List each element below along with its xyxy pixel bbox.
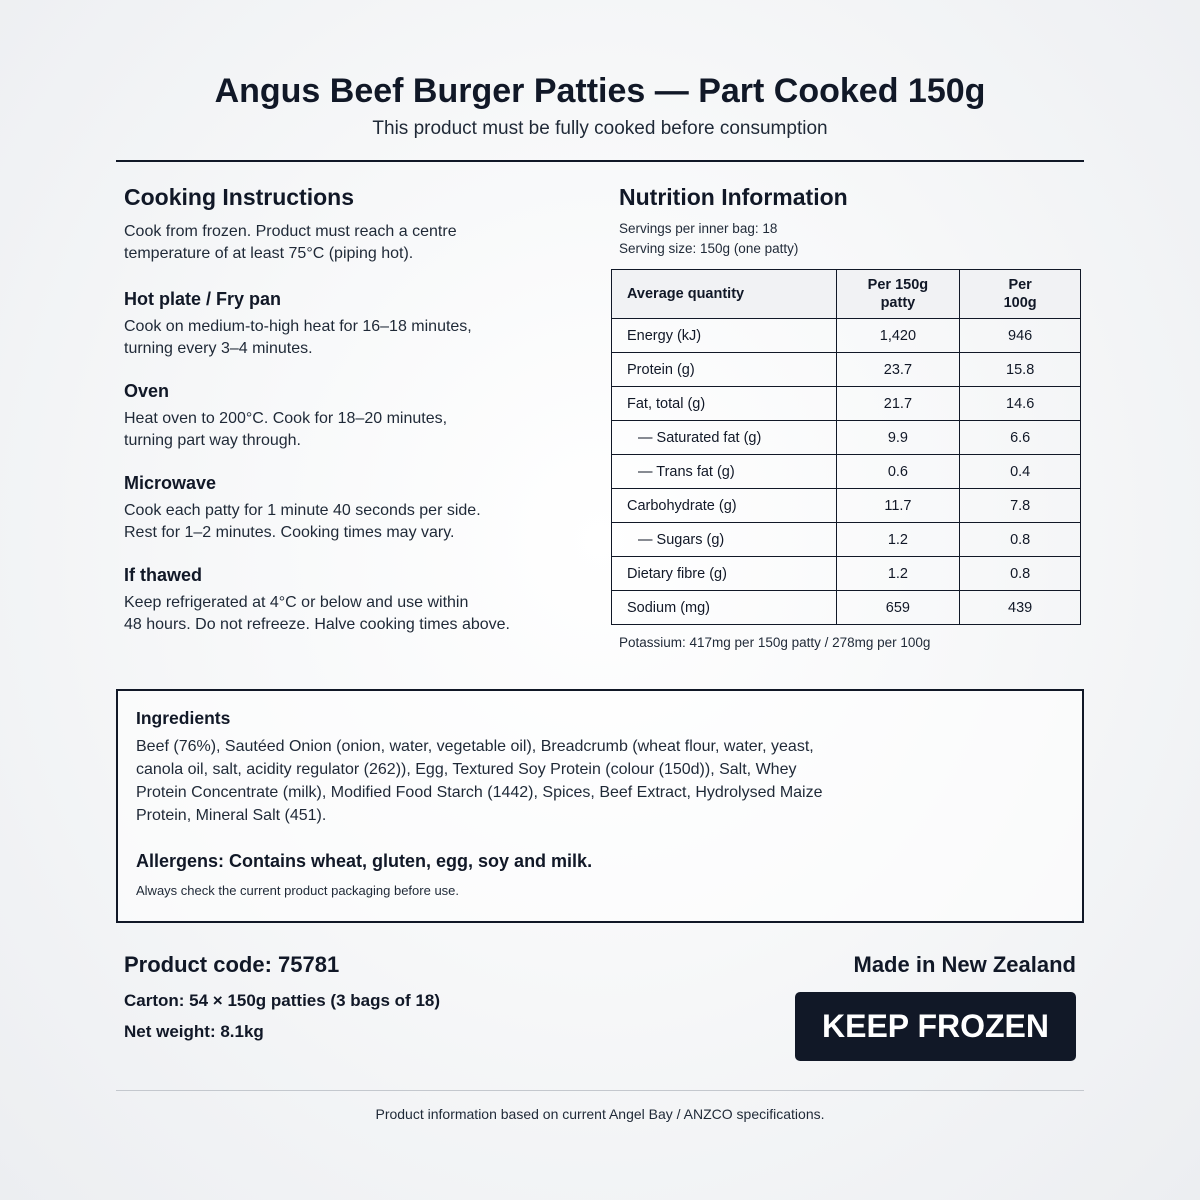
column-header-label: Per 150g patty [867, 277, 929, 311]
column-header-label: Per 100g [1003, 277, 1037, 311]
cooking-step-title: If thawed [124, 565, 203, 585]
cooking-instructions-heading: Cooking Instructions [124, 184, 354, 210]
per-serving-value: 1.2 [836, 523, 960, 557]
page-title: Angus Beef Burger Patties — Part Cooked 150g [214, 72, 986, 110]
per-100g-value: 439 [960, 591, 1081, 625]
cooking-step-title: Hot plate / Fry pan [124, 289, 282, 309]
nutrition-table-header [612, 270, 1081, 319]
per-100g-value: 14.6 [960, 387, 1081, 421]
per-100g-value: 7.8 [960, 489, 1081, 523]
per-serving-value: 9.9 [836, 421, 960, 455]
cooking-step-text: Cook on medium-to-high heat for 16–18 minutes, turning every 3–4 minutes. [124, 318, 472, 357]
potassium-note: Potassium: 417mg per 150g patty / 278mg per 100g [619, 635, 931, 650]
nutrient-label: Sodium (mg) [612, 591, 837, 625]
serving-size: Serving size: 150g (one patty) [619, 241, 799, 256]
nutrient-label: Fat, total (g) [612, 387, 837, 421]
cooking-step-oven [124, 381, 554, 452]
per-100g-value: 0.4 [960, 455, 1081, 489]
table-row [612, 489, 1081, 523]
per-100g-value: 946 [960, 319, 1081, 353]
nutrient-label: — Sugars (g) [612, 523, 837, 557]
carton-contents: Carton: 54 × 150g patties (3 bags of 18) [124, 991, 441, 1010]
cooking-step-hot-plate [124, 289, 554, 360]
per-serving-value: 21.7 [836, 387, 960, 421]
table-row [612, 523, 1081, 557]
ingredients-list: Beef (76%), Sautéed Onion (onion, water, vegetable oil), Breadcrumb (wheat flour, water, yeast, canola oil, salt, acidity regulator (262)), Egg, Textured Soy Protein (colour (150d)), Salt, Whey Protein Concentrate (milk), Modified Food Starch (1442), Spices, Beef Extract, Hydrolysed Maize Protein, Mineral Salt (451). [136, 738, 823, 824]
table-row [612, 421, 1081, 455]
per-100g-value: 0.8 [960, 557, 1081, 591]
table-row [612, 319, 1081, 353]
column-header: Average quantity [612, 270, 837, 319]
per-serving-value: 0.6 [836, 455, 960, 489]
nutrition-heading: Nutrition Information [619, 184, 848, 210]
cooking-step-text: Cook each patty for 1 minute 40 seconds per side. Rest for 1–2 minutes. Cooking times may vary. [124, 502, 481, 541]
per-100g-value: 0.8 [960, 523, 1081, 557]
ingredients-box [116, 689, 1084, 923]
keep-frozen-badge: KEEP FROZEN [795, 992, 1076, 1061]
servings-per-bag: Servings per inner bag: 18 [619, 221, 778, 236]
cooking-step-title: Oven [124, 381, 170, 401]
per-serving-value: 23.7 [836, 353, 960, 387]
table-row [612, 387, 1081, 421]
nutrient-label: — Saturated fat (g) [612, 421, 837, 455]
table-row [612, 591, 1081, 625]
cooking-intro-text: Cook from frozen. Product must reach a centre temperature of at least 75°C (piping hot). [124, 223, 457, 262]
per-serving-value: 659 [836, 591, 960, 625]
nutrition-table [611, 269, 1081, 625]
per-serving-value: 1.2 [836, 557, 960, 591]
nutrient-label: Dietary fibre (g) [612, 557, 837, 591]
per-serving-value: 11.7 [836, 489, 960, 523]
nutrient-label: Protein (g) [612, 353, 837, 387]
per-100g-value: 15.8 [960, 353, 1081, 387]
cooking-step-title: Microwave [124, 473, 217, 493]
nutrient-label: Energy (kJ) [612, 319, 837, 353]
allergens-statement: Allergens: Contains wheat, gluten, egg, soy and milk. [136, 851, 593, 871]
table-row [612, 353, 1081, 387]
table-row [612, 557, 1081, 591]
column-header [960, 270, 1081, 319]
per-100g-value: 6.6 [960, 421, 1081, 455]
cooking-step-if-thawed [124, 565, 554, 636]
footer-note: Product information based on current Angel Bay / ANZCO specifications. [375, 1106, 825, 1122]
cooking-instructions-section [124, 184, 554, 657]
country-of-origin: Made in New Zealand [853, 952, 1076, 977]
column-header [836, 270, 960, 319]
nutrient-label: — Trans fat (g) [612, 455, 837, 489]
per-serving-value: 1,420 [836, 319, 960, 353]
nutrition-information-section [611, 184, 1081, 650]
cooking-step-microwave [124, 473, 554, 544]
product-code: Product code: 75781 [124, 952, 340, 977]
table-row [612, 455, 1081, 489]
footer-divider [116, 1090, 1084, 1091]
cooking-step-text: Heat oven to 200°C. Cook for 18–20 minutes, turning part way through. [124, 410, 448, 449]
nutrient-label: Carbohydrate (g) [612, 489, 837, 523]
page-subtitle: This product must be fully cooked before consumption [372, 118, 828, 139]
header-divider [116, 160, 1084, 162]
packaging-note: Always check the current product packaging before use. [136, 883, 460, 898]
ingredients-heading: Ingredients [136, 708, 231, 728]
cooking-step-text: Keep refrigerated at 4°C or below and use within 48 hours. Do not refreeze. Halve cooking times above. [124, 594, 510, 633]
net-weight: Net weight: 8.1kg [124, 1022, 264, 1041]
